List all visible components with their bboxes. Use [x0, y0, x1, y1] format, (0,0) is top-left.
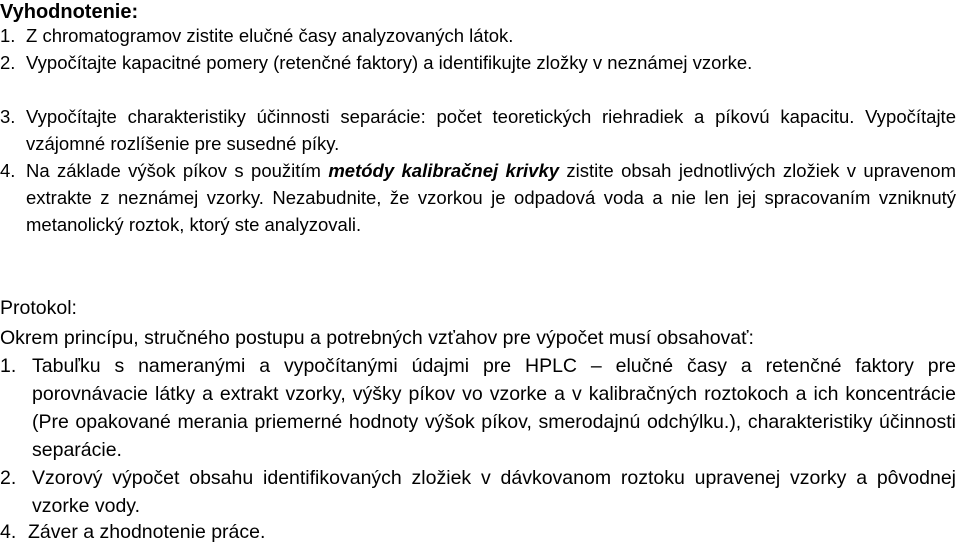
evaluation-item-2: [0, 49, 956, 76]
item-text: Vypočítajte kapacitné pomery (retenčné faktory) a identifikujte zložky v neznámej vzorke.: [26, 52, 753, 73]
item-text: Vzorový výpočet obsahu identifikovaných zložiek v dávkovanom roztoku upravenej vzorky a pôvodnej vzorke vody.: [32, 467, 956, 517]
item-text: [26, 157, 956, 238]
item-number: 1.: [0, 25, 16, 46]
evaluation-item-1: [0, 22, 940, 49]
item-number: 4.: [0, 521, 17, 543]
item-text: Záver a zhodnotenie práce.: [28, 521, 266, 543]
item-text: Vypočítajte charakteristiky účinnosti separácie: počet teoretických riehradiek a píkovú kapacitu. Vypočítajte vzájomné rozlíšenie pre susedné píky.: [26, 106, 956, 154]
evaluation-item-3: [0, 103, 956, 157]
item-number: 2.: [0, 52, 16, 73]
item-text-after: zistite obsah jednotlivých zložiek v upravenom extrakte z neznámej vzorky. Nezabudnite, že vzorkou je odpadová voda a nie len jej spracovaním vzniknutý metanolický roztok, ktorý ste analyzovali.: [26, 160, 956, 235]
item-text-before: Na základe výšok píkov s použitím: [26, 160, 329, 181]
evaluation-item-4: [0, 157, 956, 238]
item-emphasis: metódy kalibračnej krivky: [328, 160, 560, 181]
item-text: Tabuľku s nameranými a vypočítanými údajmi pre HPLC – elučné časy a retenčné faktory pre porovnávacie látky a extrakt vzorky, výšky píkov vo vzorke a v kalibračných roztokoch a ich koncentrácie (Pre opakované merania priemerné hodnoty výšok píkov, smerodajnú odchýlku.), charakteristiky účinnosti separácie.: [32, 355, 956, 461]
protocol-title: Protokol:: [0, 297, 77, 319]
item-number: 2.: [0, 467, 17, 489]
protocol-item-3: [0, 518, 956, 546]
protocol-intro: Okrem princípu, stručného postupu a potrebných vzťahov pre výpočet musí obsahovať:: [0, 327, 754, 349]
item-number: 1.: [0, 355, 17, 377]
item-number: 3.: [0, 106, 16, 127]
evaluation-title: Vyhodnotenie:: [0, 1, 139, 23]
protocol-item-1: [0, 352, 956, 464]
item-number: 4.: [0, 160, 16, 181]
item-text: Z chromatogramov zistite elučné časy analyzovaných látok.: [26, 25, 514, 46]
protocol-item-2: [0, 464, 956, 520]
